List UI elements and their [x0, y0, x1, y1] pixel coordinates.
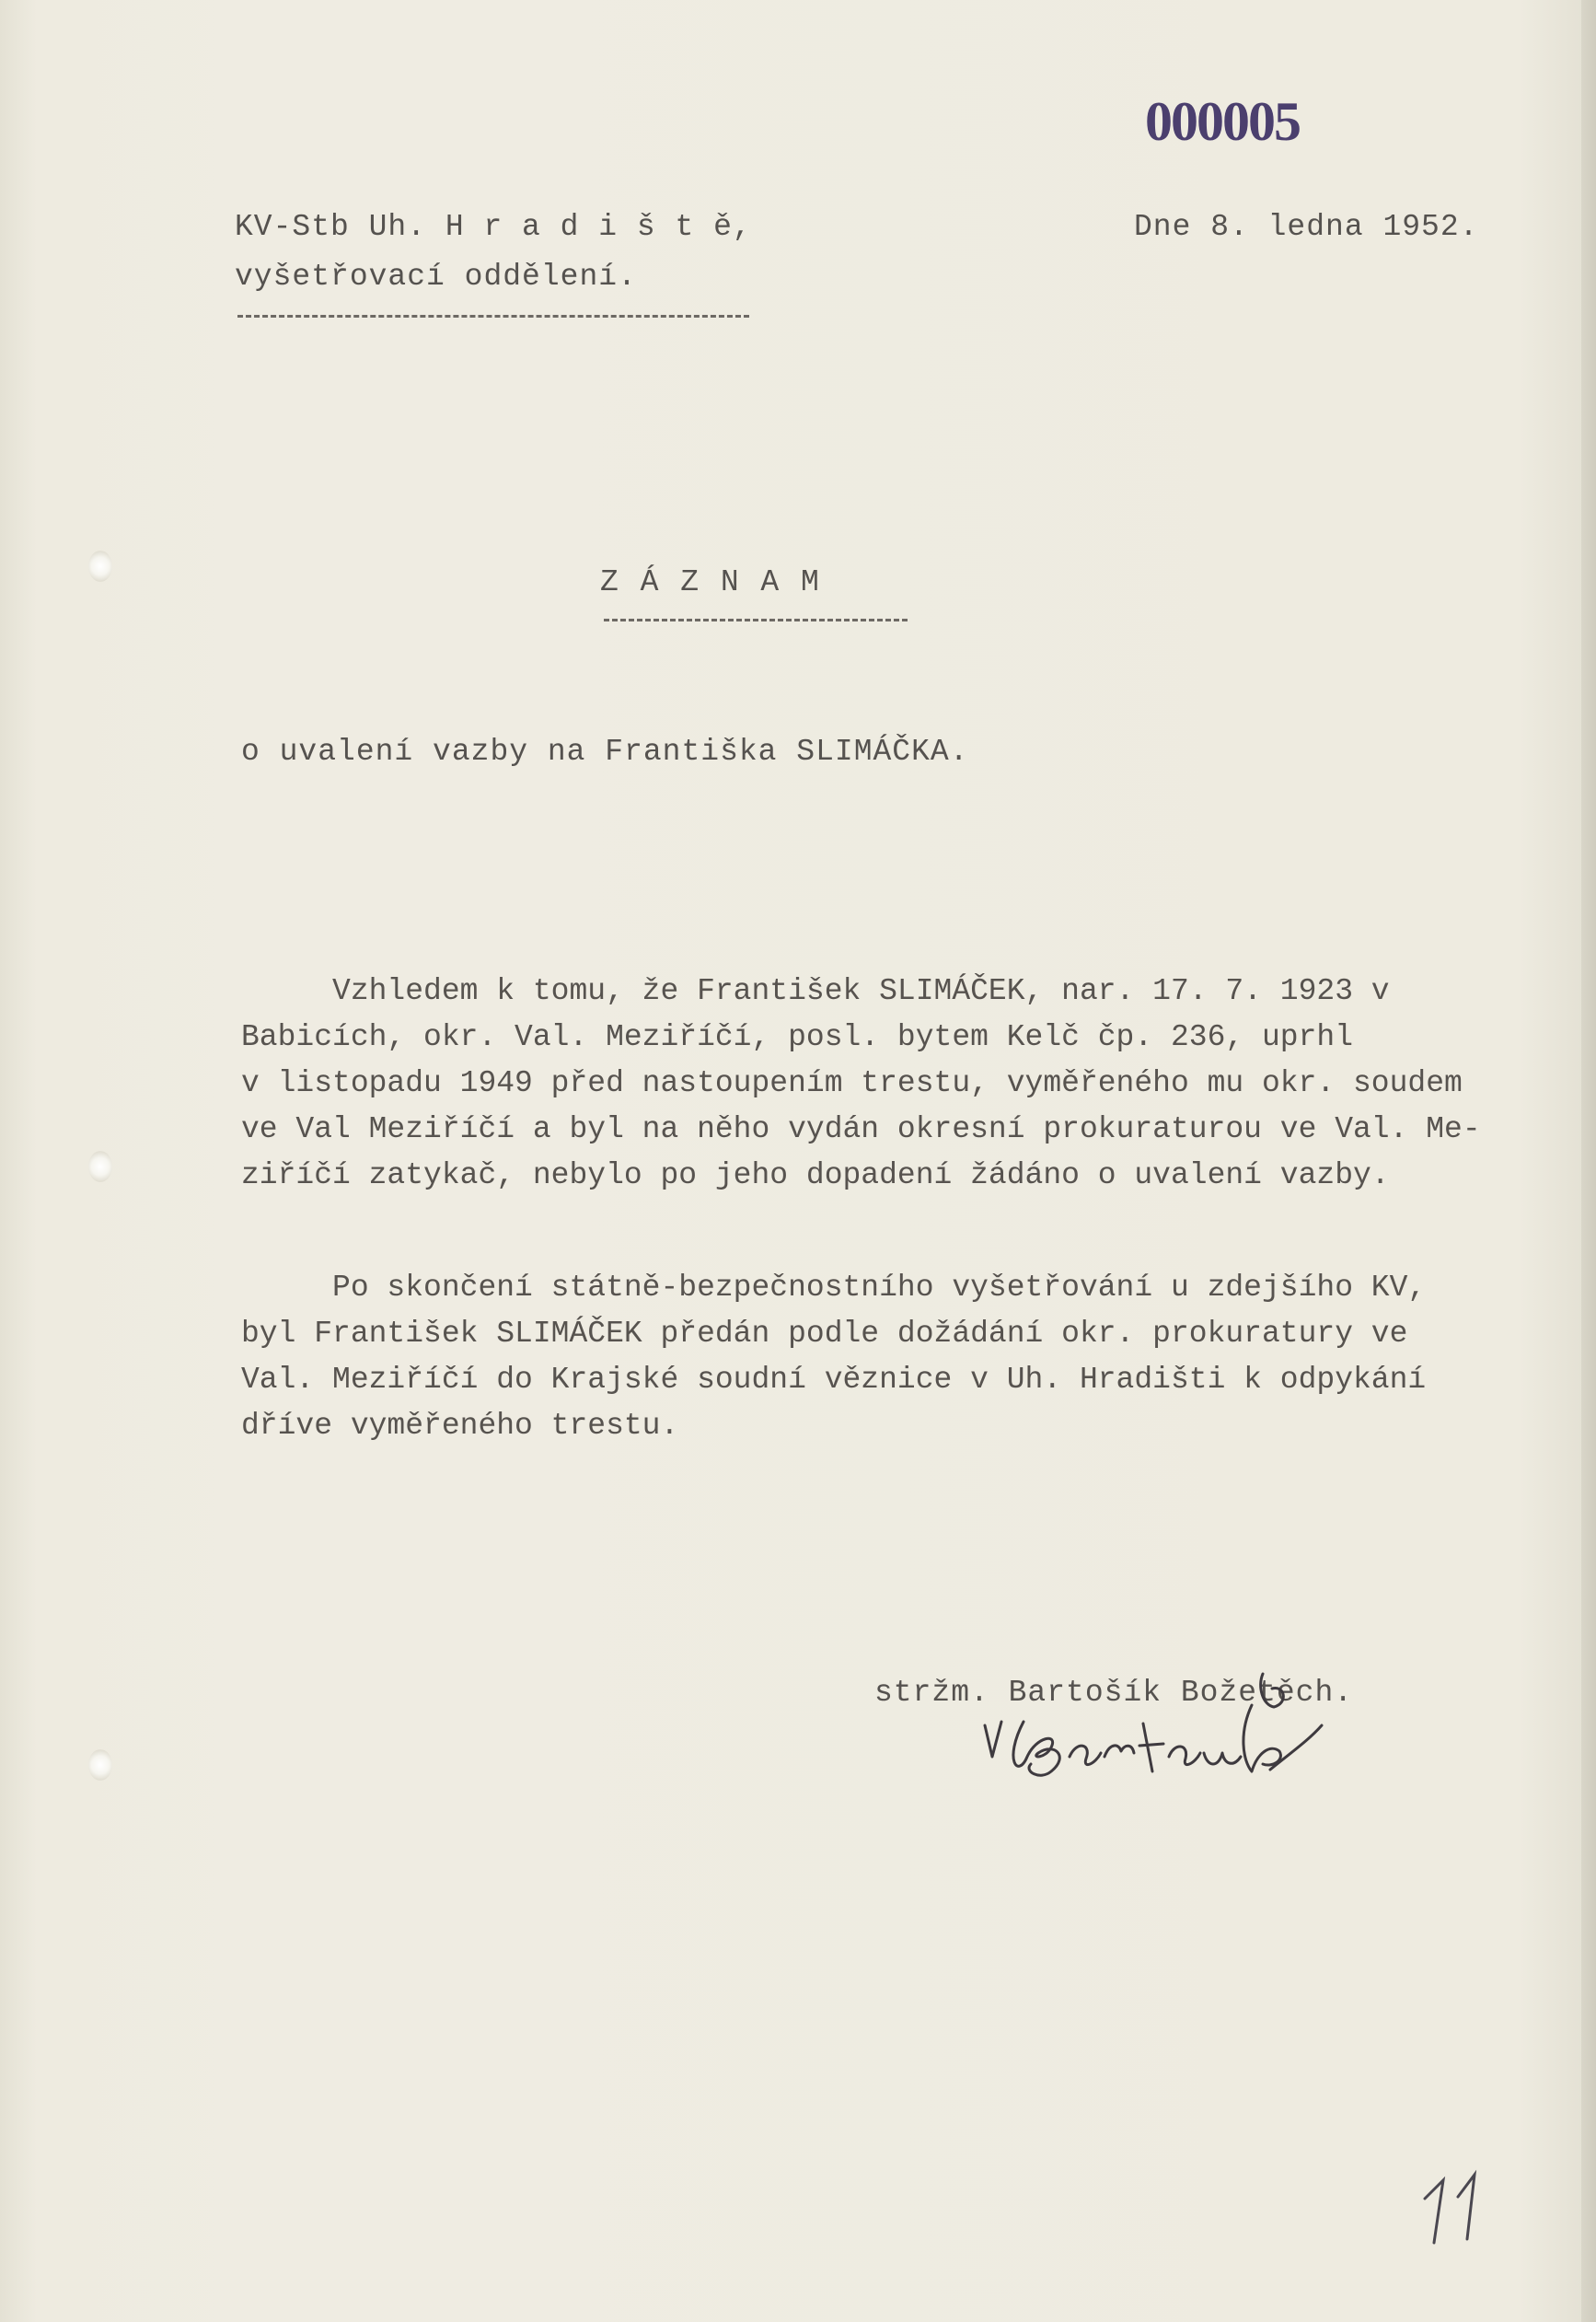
- paragraph-2: [241, 1265, 1511, 1449]
- paragraph-1-line: v listopadu 1949 před nastoupením trestu, vyměřeného mu okr. soudem: [241, 1066, 1463, 1100]
- office-line-2: vyšetřovací oddělení.: [235, 260, 637, 294]
- paragraph-1: [241, 969, 1511, 1199]
- document-title: Z Á Z N A M: [600, 565, 821, 599]
- document-number-stamp: 000005: [1145, 91, 1300, 152]
- typed-signatory-name: stržm. Bartošík Božetěch.: [874, 1676, 1354, 1710]
- paragraph-1-line: Vzhledem k tomu, že František SLIMÁČEK, nar. 17. 7. 1923 v: [241, 974, 1390, 1008]
- title-underline: [604, 619, 908, 621]
- office-line-1: KV-Stb Uh. H r a d i š t ě,: [235, 210, 752, 244]
- handwritten-signature: [966, 1668, 1353, 1806]
- document-subject: o uvalení vazby na Františka SLIMÁČKA.: [241, 735, 969, 769]
- punch-hole: [88, 551, 112, 582]
- paragraph-1-line: ziříčí zatykač, nebylo po jeho dopadení žádáno o uvalení vazby.: [241, 1158, 1390, 1192]
- paragraph-2-line: Po skončení státně-bezpečnostního vyšetřování u zdejšího KV,: [241, 1271, 1427, 1305]
- paragraph-2-line: byl František SLIMÁČEK předán podle dožádání okr. prokuratury ve: [241, 1317, 1408, 1351]
- paragraph-1-line: Babicích, okr. Val. Meziříčí, posl. bytem Kelč čp. 236, uprhl: [241, 1020, 1353, 1054]
- paragraph-2-line: dříve vyměřeného trestu.: [241, 1409, 679, 1443]
- paragraph-2-line: Val. Meziříčí do Krajské soudní věznice v Uh. Hradišti k odpykání: [241, 1363, 1427, 1397]
- header-underline: [237, 315, 749, 318]
- handwritten-page-number: [1408, 2154, 1500, 2256]
- paragraph-1-line: ve Val Meziříčí a byl na něho vydán okresní prokuraturou ve Val. Me-: [241, 1112, 1481, 1146]
- page-edge-shadow: [1581, 0, 1596, 2322]
- punch-hole: [88, 1749, 112, 1781]
- punch-hole: [88, 1151, 112, 1182]
- document-date: Dne 8. ledna 1952.: [1134, 210, 1479, 244]
